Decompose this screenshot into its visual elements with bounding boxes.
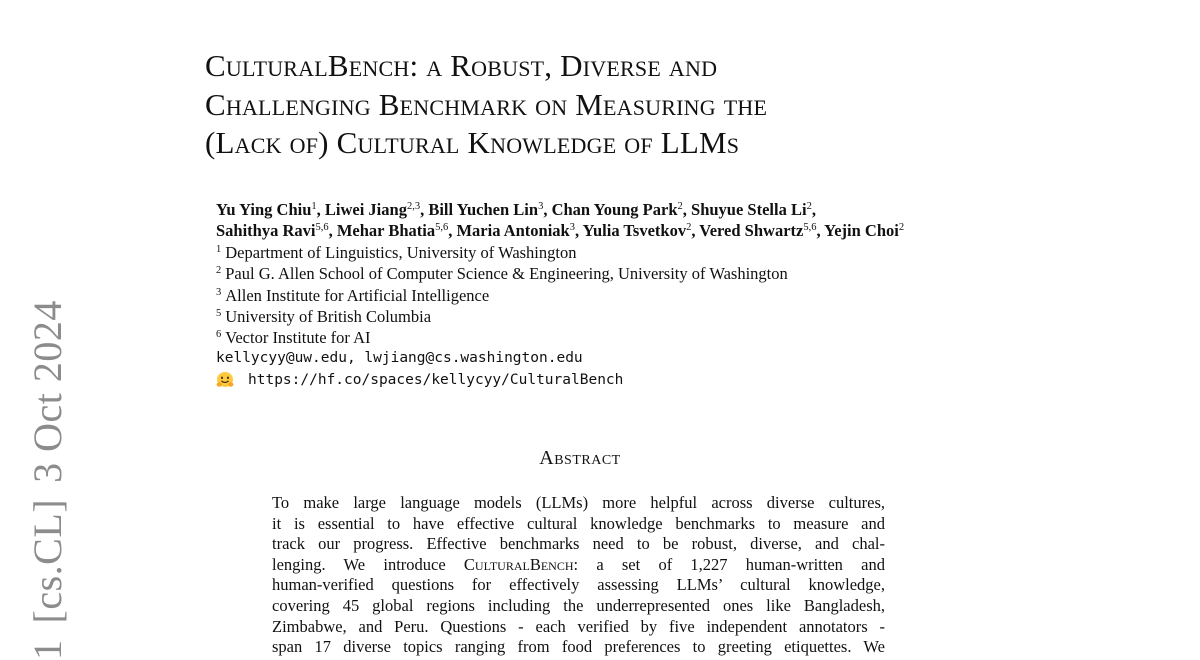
abstract-heading: Abstract [0,447,1160,470]
arxiv-id-fragment: 1 [24,640,71,660]
hf-space-link[interactable]: https://hf.co/spaces/kellycyy/CulturalBench [248,372,623,388]
abstract-line: Zimbabwe, and Peru. Questions - each verified by five independent annotators - [272,617,885,638]
affiliation: $^1$ Department of Linguistics, University of Washington [216,242,1116,263]
author: Maria Antoniak$^3$ [456,221,574,240]
author: Yulia Tsvetkov$^2$ [583,221,692,240]
arxiv-stamp [24,300,71,660]
paper-title [205,47,965,163]
abstract-line: covering 45 global regions including the underrepresented ones like Bangladesh, [272,596,885,617]
author-emails[interactable]: kellycyy@uw.edu, lwjiang@cs.washington.edu [216,350,583,366]
abstract-line: lenging. We introduce CulturalBench: a set of 1,227 human-written and [272,555,885,576]
author-line-1: Yu Ying Chiu$^1$, Liwei Jiang$^{2,3}$, Bill Yuchen Lin$^3$, Chan Young Park$^2$, Shuyue Stella Li$^2$, [216,199,1116,220]
author: Chan Young Park$^2$ [552,200,683,219]
author: Yejin Choi$^2$ [824,221,904,240]
affiliation: $^6$ Vector Institute for AI [216,327,1116,348]
hf-link-row [216,371,623,389]
abstract-line: human-verified questions for effectively assessing LLMs’ cultural knowledge, [272,575,885,596]
abstract-line: To make large language models (LLMs) more helpful across diverse cultures, [272,493,885,514]
affiliation: $^3$ Allen Institute for Artificial Intelligence [216,285,1116,306]
arxiv-category: [cs.CL] [24,499,71,624]
author: Bill Yuchen Lin$^3$ [428,200,543,219]
abstract-line: span 17 diverse topics ranging from food preferences to greeting etiquettes. We [272,637,885,658]
author: Mehar Bhatia$^{5,6}$ [337,221,448,240]
author: Sahithya Ravi$^{5,6}$ [216,221,329,240]
affiliation: $^2$ Paul G. Allen School of Computer Science & Engineering, University of Washington [216,263,1116,284]
author: Yu Ying Chiu$^1$ [216,200,317,219]
abstract-line: it is essential to have effective cultural knowledge benchmarks to measure and [272,514,885,535]
author: Vered Shwartz$^{5,6}$ [699,221,816,240]
title-line-3: (Lack of) Cultural Knowledge of LLMs [205,124,965,163]
title-line-1: CulturalBench: a Robust, Diverse and [205,47,965,86]
author: Shuyue Stella Li$^2$ [691,200,812,219]
affiliation: $^5$ University of British Columbia [216,306,1116,327]
title-line-2: Challenging Benchmark on Measuring the [205,86,965,125]
arxiv-date: 3 Oct 2024 [24,300,71,483]
author-list [216,199,1116,241]
benchmark-name: CulturalBench [464,555,574,574]
author: Liwei Jiang$^{2,3}$ [325,200,420,219]
abstract-body [272,493,885,658]
abstract-line: track our progress. Effective benchmarks need to be robust, diverse, and chal- [272,534,885,555]
hugging-face-emoji-icon [216,371,234,389]
author-line-2: Sahithya Ravi$^{5,6}$, Mehar Bhatia$^{5,6}$, Maria Antoniak$^3$, Yulia Tsvetkov$^2$, Vered Shwartz$^{5,6}$, Yejin Choi$^2$ [216,220,1116,241]
